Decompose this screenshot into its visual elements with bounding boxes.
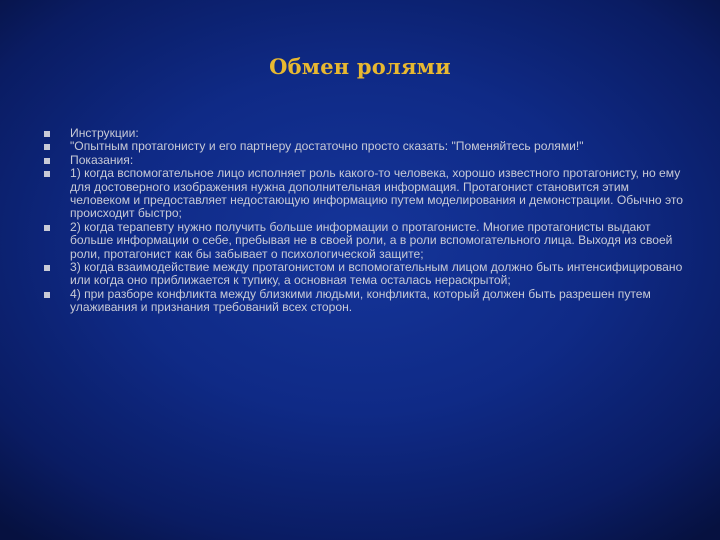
bullet-text: 3) когда взаимодействие между протагонистом и вспомогательным лицом должно быть интенсифицировано или когда оно приближается к тупику, а основная тема осталась нераскрытой;	[70, 260, 683, 288]
slide-title: Обмен ролями	[269, 54, 451, 79]
bullet-item-point-2	[44, 221, 684, 261]
bullet-item-instructions	[44, 127, 684, 140]
bullet-item-point-1	[44, 167, 684, 221]
square-bullet-icon	[44, 171, 50, 177]
bullet-text: Инструкции:	[70, 126, 139, 140]
bullet-text: 4) при разборе конфликта между близкими людьми, конфликта, который должен быть разрешен путем улаживания и признания требований всех сторон.	[70, 286, 651, 315]
square-bullet-icon	[44, 131, 50, 137]
bullet-item-point-4	[44, 288, 684, 315]
square-bullet-icon	[44, 292, 50, 298]
square-bullet-icon	[44, 144, 50, 150]
bullet-item-indications	[44, 154, 684, 167]
square-bullet-icon	[44, 265, 50, 271]
bullet-text: 1) когда вспомогательное лицо исполняет роль какого-то человека, хорошо известного протагонисту, но ему для достоверного изображения нужна дополнительная информация. Протагонист становится этим человеком и предоставляет недостающую информацию путем моделирования и демонстрации. Обычно это происходит быстро;	[70, 166, 684, 221]
bullet-item-quote	[44, 140, 684, 153]
bullet-text: "Опытным протагонисту и его партнеру достаточно просто сказать: "Поменяйтесь ролями!"	[70, 139, 584, 154]
bullet-item-point-3	[44, 261, 684, 288]
bullet-list	[44, 127, 684, 315]
bullet-text: 2) когда терапевту нужно получить больше информации о протагонисте. Многие протагонисты выдают больше информации о себе, пребывая не в своей роли, а в роли вспомогательного лица. Выходя из своей роли, протагонист как бы забывает о психологической защите;	[70, 219, 673, 261]
bullet-text: Показания:	[70, 152, 134, 167]
square-bullet-icon	[44, 225, 50, 231]
square-bullet-icon	[44, 158, 50, 164]
